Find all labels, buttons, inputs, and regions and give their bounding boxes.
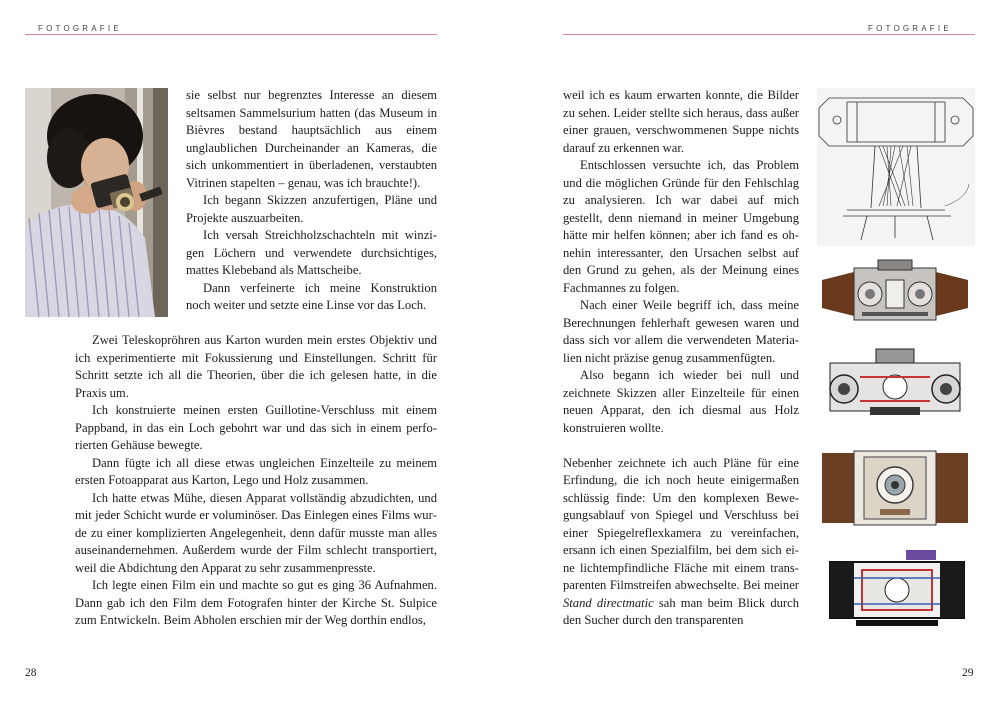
paragraph: Zwei Teleskopröhren aus Karton wurden mein erstes Objektiv und ich experimentierte mit Fokussierung und Einstellungen. Schritt für Schritt setzte ich all die Theorien, über die ich gelesen hatte, in die Praxis um. xyxy=(75,333,437,400)
left-running-head: FOTOGRAFIE xyxy=(38,24,122,33)
paragraph xyxy=(563,455,799,630)
product-name: Stand directmatic xyxy=(563,595,654,610)
paragraph: Ich konstruierte meinen ersten Guillotine-Verschluss mit einem Pappband, in das ein Loch gebohrt war und das sich in einem perforierten Gehäuse bewegte. xyxy=(75,403,437,452)
boy-with-camera-photo xyxy=(25,88,168,317)
paragraph-text: sah man beim Blick durch den Sucher durch den transparenten xyxy=(563,595,799,627)
paragraph: Nach einer Weile begriff ich, dass meine Berechnungen fehlerhaft gewesen waren und dass sich vor allem die verwendeten Materialien nicht präzise genug zusammenfügten. xyxy=(563,298,799,365)
paragraph: Entschlossen versuchte ich, das Problem und die möglichen Gründe für den Fehlschlag zu analysieren. Ich war dabei auf mich gestellt, denn niemand in meiner Umgebung hätte mir helfen können; aber ich fand es ohnehin interessanter, den Ursachen selbst auf den Grund zu gehen, als der Meinung eines Fachmannes zu folgen. xyxy=(563,158,799,295)
right-page-number: 29 xyxy=(962,667,974,679)
camera-sketch-4 xyxy=(820,449,970,527)
paragraph: weil ich es kaum erwarten konnte, die Bilder zu sehen. Leider stellte sich heraus, dass außer einer grauen, verschwommenen Suppe nichts darauf zu erkennen war. xyxy=(563,88,799,155)
paragraph: Also begann ich wieder bei null und zeichnete Skizzen aller Einzelteile für einen neuen Apparat, den ich diesmal aus Holz konstruieren wollte. xyxy=(563,368,799,435)
paragraph: Dann verfeinerte ich meine Konstruktion noch weiter und setzte eine Linse vor das Loch. xyxy=(186,280,437,312)
paragraph: Ich hatte etwas Mühe, diesen Apparat vollständig abzudichten, und mit jeder Schicht wurde er voluminöser. Das Einlegen eines Films wurde zu einer komplizierten Angelegenheit, denn dafür musste man alles auseinandernehmen. Außerdem wurde der Film schlecht transportiert, weil die Abdichtung den Apparat zu sehr zusammenpresste. xyxy=(75,490,437,575)
camera-sketch-1 xyxy=(817,88,975,246)
left-head-rule xyxy=(25,34,437,35)
camera-sketch-2 xyxy=(820,258,970,326)
camera-sketch-5 xyxy=(826,548,968,630)
paragraph: Ich legte einen Film ein und machte so gut es ging 36 Aufnahmen. Dann gab ich den Film dem Fotografen hinter der Kirche St. Sulpice zum Entwickeln. Beim Abholen erschien mir der Weg dorthin endlos, xyxy=(75,578,437,627)
left-page-number: 28 xyxy=(25,667,37,679)
right-running-head: FOTOGRAFIE xyxy=(868,24,952,33)
paragraph-text: Nebenher zeichnete ich auch Pläne für eine Erfindung, die ich noch heute einigermaßen schlüssig finde: Um den komplexen Bewegungsablauf von Spiegel und Verschluss bei einer Spiegelreflexkamera zu vereinfachen, ersann ich einen Spezialfilm, bei dem sich eine lichtempfindliche Fläche mit einem transparenten Filmstreifen abwechselte. Bei meiner xyxy=(563,455,799,592)
paragraph: Ich begann Skizzen anzufertigen, Pläne und Projekte auszuarbeiten. xyxy=(186,193,437,225)
right-head-rule xyxy=(563,34,975,35)
left-main-column xyxy=(75,332,437,630)
right-text-column xyxy=(563,87,799,630)
left-wrap-column xyxy=(186,87,437,315)
paragraph: Ich versah Streichholzschachteln mit winzigen Löchern und verwendete durchsichtiges, mattes Klebeband als Mattscheibe. xyxy=(186,228,437,277)
camera-sketch-3 xyxy=(820,347,970,419)
paragraph: Dann fügte ich all diese etwas ungleichen Einzelteile zu meinem ersten Fotoapparat aus Karton, Lego und Holz zusammen. xyxy=(75,455,437,487)
paragraph: sie selbst nur begrenztes Interesse an diesem seltsamen Sammelsurium hatten (das Museum in Bièvres bestand hauptsächlich aus einem unglaublichen Durcheinander an Kameras, die sich unkommentiert in überladenen, verstaubten Vitrinen stapelten – genau, was ich brauchte!). xyxy=(186,88,437,190)
